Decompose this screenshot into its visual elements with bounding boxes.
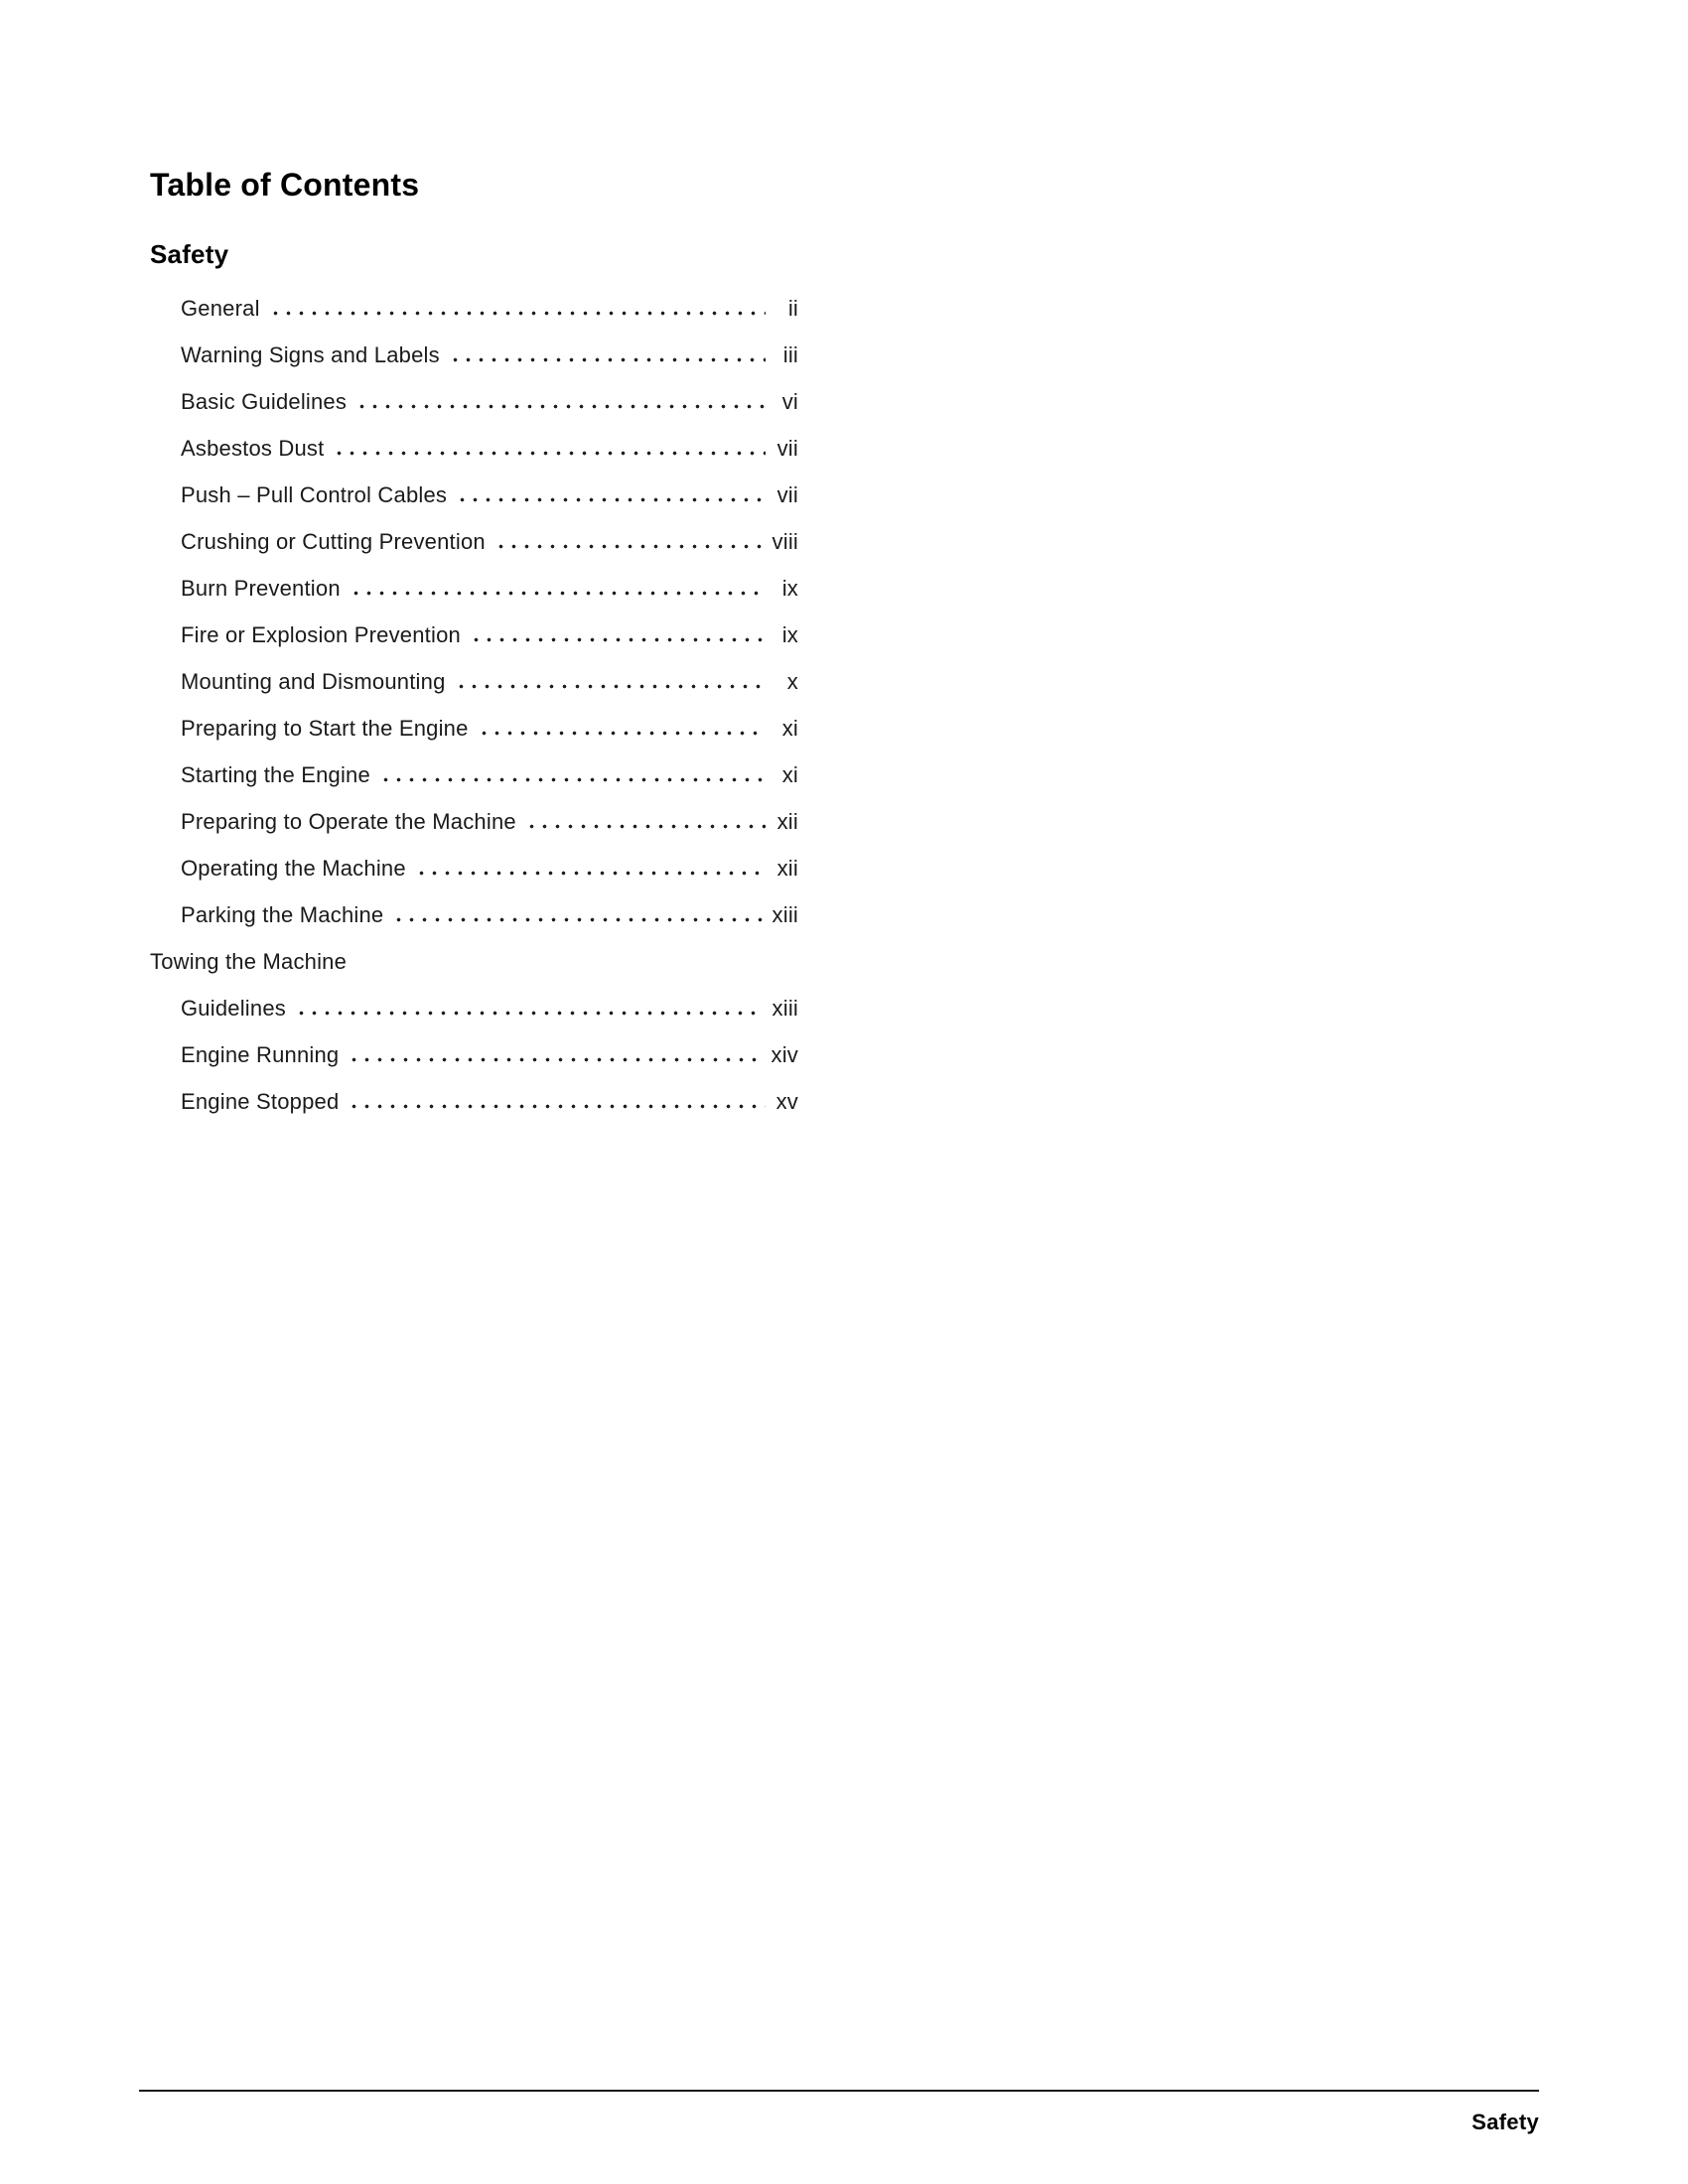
toc-entry[interactable] xyxy=(181,671,798,693)
toc-entry[interactable] xyxy=(181,298,798,320)
toc-entry-page: ii xyxy=(787,296,798,321)
toc-dot-leader xyxy=(415,871,766,876)
toc-entry[interactable] xyxy=(181,811,798,833)
toc-entry-page: xiii xyxy=(772,902,798,927)
toc-entry[interactable] xyxy=(181,904,798,926)
toc-entry[interactable] xyxy=(181,438,798,460)
toc-dot-leader xyxy=(449,357,766,362)
toc-entry-page: xi xyxy=(781,762,798,787)
toc-entry-page: xi xyxy=(781,716,798,741)
toc-entry-label: Warning Signs and Labels xyxy=(181,342,440,367)
page-title: Table of Contents xyxy=(150,167,420,203)
footer-section-label: Safety xyxy=(1472,2110,1539,2134)
toc-entry[interactable] xyxy=(181,858,798,880)
toc-entry[interactable] xyxy=(181,344,798,366)
toc-dot-leader xyxy=(456,497,766,502)
toc-dot-leader xyxy=(525,824,766,829)
toc-entry-page: xiii xyxy=(772,996,798,1021)
toc-dot-leader xyxy=(494,544,764,549)
footer-rule xyxy=(139,2090,1539,2092)
toc-dot-leader xyxy=(269,311,766,316)
toc-entry[interactable] xyxy=(181,764,798,786)
toc-entry-page: xii xyxy=(776,809,798,834)
toc-entry-page: vi xyxy=(781,389,798,414)
toc-entry-label: Operating the Machine xyxy=(181,856,406,881)
toc-entry[interactable] xyxy=(181,1044,798,1066)
toc-entry-page: xv xyxy=(775,1089,798,1114)
toc-dot-leader xyxy=(350,591,766,596)
toc-content xyxy=(150,167,798,1138)
toc-entry[interactable] xyxy=(181,1091,798,1113)
toc-entry[interactable] xyxy=(181,391,798,413)
toc-entry[interactable] xyxy=(181,998,798,1020)
toc-entry-page: xii xyxy=(776,856,798,881)
toc-entry-label: Engine Stopped xyxy=(181,1089,340,1114)
toc-entry-label: Crushing or Cutting Prevention xyxy=(181,529,486,554)
toc-entry-page: vii xyxy=(776,436,798,461)
toc-list xyxy=(150,296,798,1114)
page-footer xyxy=(139,2090,1539,2135)
toc-dot-leader xyxy=(348,1057,762,1062)
toc-subsection-heading: Towing the Machine xyxy=(150,949,348,974)
toc-dot-leader xyxy=(470,637,766,642)
toc-entry-label: Preparing to Operate the Machine xyxy=(181,809,516,834)
toc-dot-leader xyxy=(455,684,766,689)
toc-entry-page: vii xyxy=(776,482,798,507)
toc-dot-leader xyxy=(379,777,766,782)
toc-dot-leader xyxy=(355,404,766,409)
toc-entry-page: ix xyxy=(781,622,798,647)
toc-entry-label: Fire or Explosion Prevention xyxy=(181,622,461,647)
toc-entry[interactable] xyxy=(181,578,798,600)
toc-dot-leader xyxy=(295,1011,764,1016)
toc-entry-label: Engine Running xyxy=(181,1042,340,1067)
toc-entry-page: viii xyxy=(772,529,798,554)
toc-entry[interactable] xyxy=(181,531,798,553)
toc-dot-leader xyxy=(478,731,766,736)
toc-entry-label: Mounting and Dismounting xyxy=(181,669,446,694)
toc-entry-label: Preparing to Start the Engine xyxy=(181,716,469,741)
toc-entry-label: Push – Pull Control Cables xyxy=(181,482,448,507)
toc-dot-leader xyxy=(348,1104,766,1109)
toc-entry-label: Starting the Engine xyxy=(181,762,370,787)
toc-entry[interactable] xyxy=(181,718,798,740)
section-title-safety: Safety xyxy=(150,239,229,269)
toc-dot-leader xyxy=(333,451,766,456)
toc-entry[interactable] xyxy=(181,484,798,506)
toc-entry-page: x xyxy=(786,669,798,694)
toc-entry-label: General xyxy=(181,296,260,321)
toc-entry-page: ix xyxy=(781,576,798,601)
toc-entry-label: Guidelines xyxy=(181,996,286,1021)
toc-entry-label: Parking the Machine xyxy=(181,902,384,927)
toc-entry-label: Basic Guidelines xyxy=(181,389,348,414)
toc-entry-label: Burn Prevention xyxy=(181,576,341,601)
toc-entry-page: xiv xyxy=(771,1042,798,1067)
toc-entry[interactable] xyxy=(181,624,798,646)
toc-dot-leader xyxy=(392,917,763,922)
toc-entry-page: iii xyxy=(782,342,798,367)
toc-entry-label: Asbestos Dust xyxy=(181,436,325,461)
